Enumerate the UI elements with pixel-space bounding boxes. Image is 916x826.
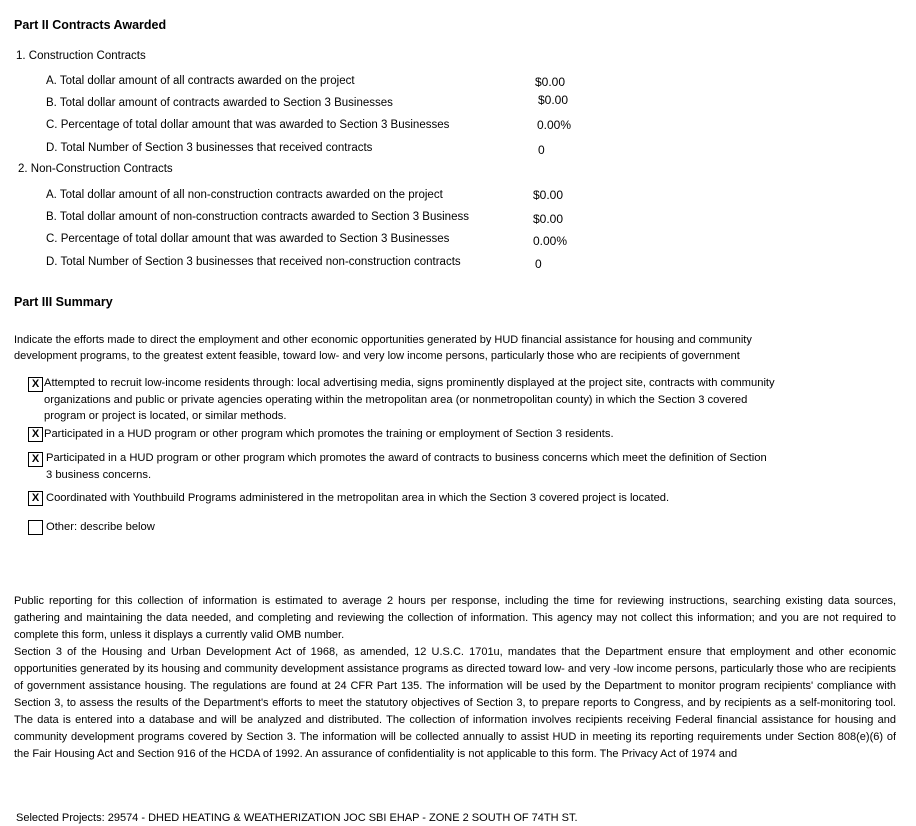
non-construction-row-b-label: B. Total dollar amount of non-construction contracts awarded to Section 3 Business: [46, 211, 469, 223]
non-construction-row-a-label: A. Total dollar amount of all non-construction contracts awarded on the project: [46, 189, 443, 201]
non-construction-row-c-value: 0.00%: [533, 234, 568, 248]
non-construction-row-a-value: $0.00: [533, 188, 564, 202]
effort-5-checkbox[interactable]: [28, 520, 43, 535]
construction-row-b-value: $0.00: [538, 93, 569, 107]
effort-3-line-2: 3 business concerns.: [46, 469, 152, 481]
intro-line-1: Indicate the efforts made to direct the employment and other economic opportunities generated by HUD financial assistance for housing and community: [14, 334, 752, 346]
effort-5-line-1: Other: describe below: [46, 521, 155, 533]
effort-1-line-3: program or project is located, or similar methods.: [44, 410, 287, 422]
construction-row-d-value: 0: [538, 143, 545, 157]
construction-row-d-label: D. Total Number of Section 3 businesses that received contracts: [46, 142, 373, 154]
non-construction-title: 2. Non-Construction Contracts: [18, 163, 173, 175]
construction-row-c-label: C. Percentage of total dollar amount that was awarded to Section 3 Businesses: [46, 119, 450, 131]
effort-4-checkbox[interactable]: X: [28, 491, 43, 506]
construction-row-c-value: 0.00%: [537, 118, 572, 132]
non-construction-row-b-value: $0.00: [533, 212, 564, 226]
effort-3-line-1: Participated in a HUD program or other program which promotes the award of contracts to business concerns which meet the definition of Section: [46, 452, 767, 464]
non-construction-row-d-value: 0: [535, 257, 542, 271]
section3-statement: Section 3 of the Housing and Urban Development Act of 1968, as amended, 12 U.S.C. 1701u, mandates that the Department ensure that employment and other economic opportunities generated by its housing and community development assistance programs as directed toward low- and very -low income persons, particularly those who are recipients of government assistance housing. The regulations are found at 24 CFR Part 135. The information will be used by the Department to monitor program recipients' compliance with Section 3, to assess the results of the Department's efforts to meet the statutory objectives of Section 3, to prepare reports to Congress, and by recipients as a self-monitoring tool. The data is entered into a database and will be analyzed and distributed. The collection of information involves recipients receiving Federal financial assistance for housing and community development programs covered by Section 3. The information will be collected annually to assist HUD in meeting its reporting requirements under Section 808(e)(6) of the Fair Housing Act and Section 916 of the HCDA of 1992. An assurance of confidentiality is not applicable to this form. The Privacy Act of 1974 and: [14, 646, 896, 760]
effort-1-checkbox[interactable]: X: [28, 377, 43, 392]
effort-1-line-2: organizations and public or private agencies operating within the metropolitan area (or nonmetropolitan county) in which the Section 3 covered: [44, 394, 748, 406]
effort-4-line-1: Coordinated with Youthbuild Programs administered in the metropolitan area in which the Section 3 covered project is located.: [46, 492, 670, 504]
burden-statement: Public reporting for this collection of information is estimated to average 2 hours per response, including the time for reviewing instructions, searching existing data sources, gathering and maintaining the data needed, and completing and reviewing the collection of information. This agency may not collect this information; and you are not required to complete this form, unless it displays a currently valid OMB number.: [14, 595, 896, 641]
construction-row-a-label: A. Total dollar amount of all contracts awarded on the project: [46, 75, 355, 87]
part3-heading: Part III Summary: [14, 295, 113, 309]
construction-row-b-label: B. Total dollar amount of contracts awarded to Section 3 Businesses: [46, 97, 393, 109]
part2-heading: Part II Contracts Awarded: [14, 18, 167, 32]
intro-line-2: development programs, to the greatest extent feasible, toward low- and very low income persons, particularly those who are recipients of government: [14, 350, 740, 362]
non-construction-row-d-label: D. Total Number of Section 3 businesses that received non-construction contracts: [46, 256, 461, 268]
effort-2-checkbox[interactable]: X: [28, 427, 43, 442]
construction-title: 1. Construction Contracts: [16, 50, 146, 62]
effort-2-line-1: Participated in a HUD program or other program which promotes the training or employment of Section 3 residents.: [44, 428, 614, 440]
effort-3-checkbox[interactable]: X: [28, 452, 43, 467]
non-construction-row-c-label: C. Percentage of total dollar amount that was awarded to Section 3 Businesses: [46, 233, 450, 245]
construction-row-a-value: $0.00: [535, 75, 566, 89]
selected-projects: Selected Projects: 29574 - DHED HEATING & WEATHERIZATION JOC SBI EHAP - ZONE 2 SOUTH OF 74TH ST.: [16, 812, 578, 824]
effort-1-line-1: Attempted to recruit low-income residents through: local advertising media, signs prominently displayed at the project site, contracts with community: [44, 377, 775, 389]
